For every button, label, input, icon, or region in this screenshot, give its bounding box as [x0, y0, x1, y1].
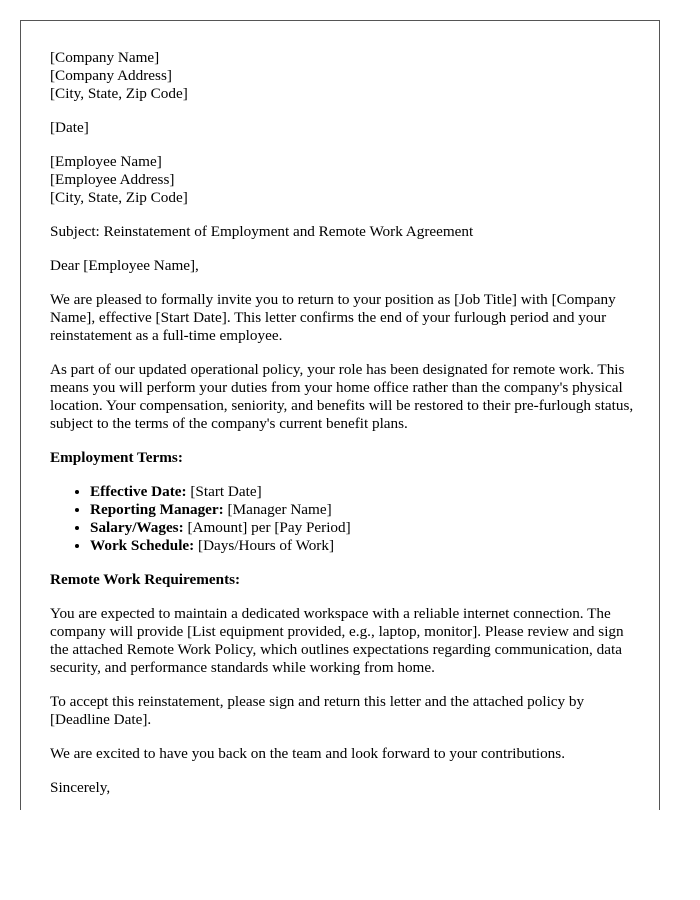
letter-body	[50, 49, 635, 810]
term-reporting-manager	[90, 501, 635, 519]
term-value: [Days/Hours of Work]	[194, 537, 335, 554]
intro-paragraph: We are pleased to formally invite you to return to your position as [Job Title] with [Company Name], effective [Start Date]. This letter confirms the end of your furlough period and your reinstatement as a full-time employee.	[50, 291, 616, 344]
term-work-schedule	[90, 537, 635, 555]
term-label: Reporting Manager:	[90, 501, 224, 518]
term-value: [Start Date]	[186, 483, 262, 500]
salutation: Dear [Employee Name],	[50, 257, 199, 274]
employment-terms-heading: Employment Terms:	[50, 449, 183, 466]
sender-company-name: [Company Name]	[50, 49, 160, 66]
recipient-city-state-zip: [City, State, Zip Code]	[50, 189, 188, 206]
term-salary-wages	[90, 519, 635, 537]
acceptance-paragraph: To accept this reinstatement, please sign and return this letter and the attached policy by [Deadline Date].	[50, 693, 585, 728]
remote-requirements-paragraph: You are expected to maintain a dedicated workspace with a reliable internet connection. The company will provide [List equipment provided, e.g., laptop, monitor]. Please review and sign the attached Remote Work Policy, which outlines expectations regarding communication, data security, and performance standards while working from home.	[50, 605, 624, 676]
remote-requirements-heading: Remote Work Requirements:	[50, 571, 241, 588]
sender-city-state-zip: [City, State, Zip Code]	[50, 85, 188, 102]
term-value: [Manager Name]	[223, 501, 332, 518]
employment-terms-list	[50, 483, 635, 555]
term-label: Work Schedule:	[90, 537, 195, 554]
recipient-employee-address: [Employee Address]	[50, 171, 175, 188]
sender-address-block	[50, 49, 635, 103]
closing-remark: We are excited to have you back on the team and look forward to your contributions.	[50, 745, 565, 762]
term-effective-date	[90, 483, 635, 501]
sign-off: Sincerely,	[50, 779, 111, 796]
letter-page	[20, 20, 660, 810]
term-label: Salary/Wages:	[90, 519, 184, 536]
term-label: Effective Date:	[90, 483, 187, 500]
sender-company-address: [Company Address]	[50, 67, 172, 84]
policy-paragraph: As part of our updated operational policy, your role has been designated for remote work. This means you will perform your duties from your home office rather than the company's physical location. Your compensation, seniority, and benefits will be restored to their pre-furlough status, subject to the terms of the company's current benefit plans.	[50, 361, 634, 432]
subject-line: Subject: Reinstatement of Employment and Remote Work Agreement	[50, 223, 474, 240]
letter-date	[50, 119, 635, 137]
date-text: [Date]	[50, 119, 89, 136]
recipient-address-block	[50, 153, 635, 207]
recipient-employee-name: [Employee Name]	[50, 153, 162, 170]
term-value: [Amount] per [Pay Period]	[183, 519, 351, 536]
